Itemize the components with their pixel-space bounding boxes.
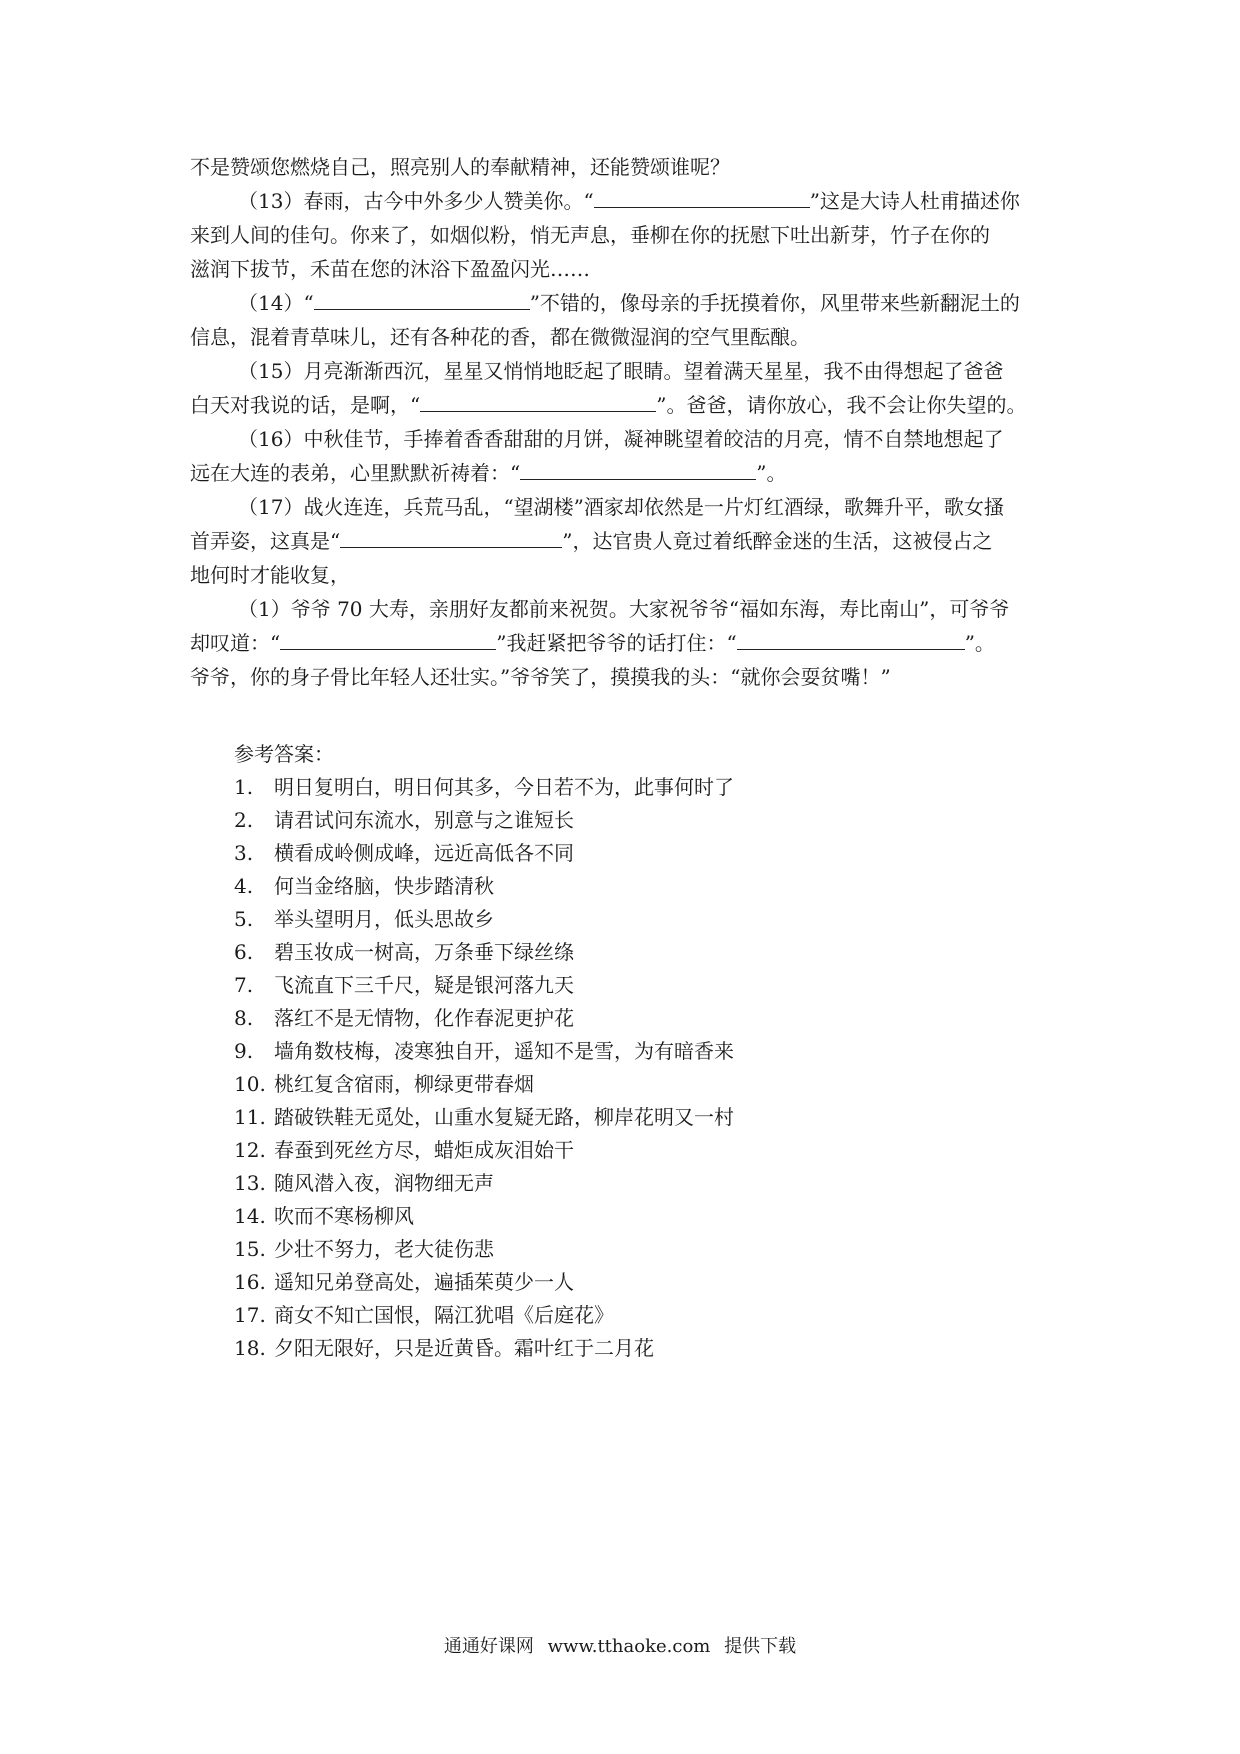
answer-text: 请君试问东流水，别意与之谁短长 [274,808,574,832]
answer-item [234,1167,734,1200]
answer-text: 横看成岭侧成峰，远近高低各不同 [274,841,574,865]
answer-text: 遥知兄弟登高处，遍插茱萸少一人 [274,1270,574,1294]
answer-number: 2. [234,808,254,832]
answer-item [234,804,734,837]
answer-item [234,870,734,903]
question-line: 地何时才能收复， [190,563,350,587]
answer-item [234,1068,734,1101]
page-footer [0,1632,1240,1658]
answer-text: 墙角数枝梅，凌寒独自开，遥知不是雪，为有暗香来 [274,1039,734,1063]
answer-item [234,1299,734,1332]
answer-number: 16. [234,1270,266,1294]
answer-item [234,1233,734,1266]
answer-number: 13. [234,1171,266,1195]
answer-item [234,936,734,969]
answer-item [234,1134,734,1167]
answer-list [234,771,734,1365]
answer-item [234,1200,734,1233]
answer-text: 碧玉妆成一树高，万条垂下绿丝绦 [274,940,574,964]
answer-number: 5. [234,907,254,931]
answer-blank[interactable] [280,627,496,650]
question-16: （16）中秋佳节，手捧着香香甜甜的月饼，凝神眺望着皎洁的月亮，情不自禁地想起了 [238,427,1004,451]
answer-text: 何当金络脑，快步踏清秋 [274,874,494,898]
answer-blank[interactable] [737,627,965,650]
answer-blank[interactable] [340,525,562,548]
answer-key-title: 参考答案： [234,742,334,766]
answer-text: 桃红复含宿雨，柳绿更带春烟 [274,1072,534,1096]
answer-key [234,738,734,1365]
question-13: （13）春雨，古今中外多少人赞美你。“ ”这是大诗人杜甫描述你 [190,184,1060,218]
question-line: 信息，混着青草味儿，还有各种花的香，都在微微湿润的空气里酝酿。 [190,325,810,349]
question-line: 却叹道：“ ”我赶紧把爷爷的话打住：“ ”。 [190,626,1060,660]
question-15: （15）月亮渐渐西沉，星星又悄悄地眨起了眼睛。望着满天星星，我不由得想起了爸爸 [238,359,1004,383]
answer-item [234,1035,734,1068]
question-14: （14）“ ”不错的，像母亲的手抚摸着你，风里带来些新翻泥土的 [190,286,1060,320]
footer-url[interactable]: www.tthaoke.com [547,1636,711,1657]
answer-number: 8. [234,1006,254,1030]
question-line: 远在大连的表弟，心里默默祈祷着：“ ”。 [190,456,1060,490]
answer-item [234,969,734,1002]
answer-number: 7. [234,973,254,997]
answer-number: 6. [234,940,254,964]
answer-text: 飞流直下三千尺，疑是银河落九天 [274,973,574,997]
question-1: （1）爷爷 70 大寿，亲朋好友都前来祝贺。大家祝爷爷“福如东海，寿比南山”，可爷爷 [238,597,1010,621]
answer-number: 4. [234,874,254,898]
answer-number: 17. [234,1303,266,1327]
answer-item [234,1266,734,1299]
answer-text: 踏破铁鞋无觅处，山重水复疑无路，柳岸花明又一村 [274,1105,734,1129]
question-17: （17）战火连连，兵荒马乱，“望湖楼”酒家却依然是一片灯红酒绿，歌舞升平，歌女搔 [238,495,1004,519]
answer-blank[interactable] [420,389,656,412]
answer-item [234,1332,734,1365]
answer-item [234,1101,734,1134]
answer-item [234,771,734,804]
answer-item [234,1002,734,1035]
answer-blank[interactable] [520,457,756,480]
answer-text: 商女不知亡国恨，隔江犹唱《后庭花》 [274,1303,614,1327]
answer-number: 14. [234,1204,266,1228]
answer-item [234,903,734,936]
answer-number: 9. [234,1039,254,1063]
question-line: 爷爷，你的身子骨比年轻人还壮实。”爷爷笑了，摸摸我的头：“就你会耍贫嘴！” [190,665,891,689]
answer-number: 12. [234,1138,266,1162]
footer-note: 提供下载 [724,1636,797,1657]
answer-number: 10. [234,1072,266,1096]
question-section [190,150,1060,694]
question-line: 白天对我说的话，是啊，“ ”。爸爸，请你放心，我不会让你失望的。 [190,388,1060,422]
answer-text: 落红不是无情物，化作春泥更护花 [274,1006,574,1030]
answer-text: 举头望明月，低头思故乡 [274,907,494,931]
question-line: 滋润下拔节，禾苗在您的沐浴下盈盈闪光…… [190,257,590,281]
answer-number: 11. [234,1105,266,1129]
question-line: 来到人间的佳句。你来了，如烟似粉，悄无声息，垂柳在你的抚慰下吐出新芽，竹子在你的 [190,223,990,247]
answer-number: 18. [234,1336,266,1360]
answer-text: 春蚕到死丝方尽，蜡炬成灰泪始干 [274,1138,574,1162]
answer-number: 15. [234,1237,266,1261]
question-line: 不是赞颂您燃烧自己，照亮别人的奉献精神，还能赞颂谁呢？ [190,155,730,179]
answer-item [234,837,734,870]
question-line: 首弄姿，这真是“ ”，达官贵人竟过着纸醉金迷的生活，这被侵占之 [190,524,1060,558]
footer-site-name: 通通好课网 [443,1636,534,1657]
answer-text: 夕阳无限好，只是近黄昏。霜叶红于二月花 [274,1336,654,1360]
answer-blank[interactable] [594,185,810,208]
answer-blank[interactable] [314,287,530,310]
answer-text: 吹而不寒杨柳风 [274,1204,414,1228]
answer-number: 1. [234,775,254,799]
answer-text: 随风潜入夜，润物细无声 [274,1171,494,1195]
answer-text: 明日复明白，明日何其多，今日若不为，此事何时了 [274,775,734,799]
answer-number: 3. [234,841,254,865]
answer-text: 少壮不努力，老大徒伤悲 [274,1237,494,1261]
